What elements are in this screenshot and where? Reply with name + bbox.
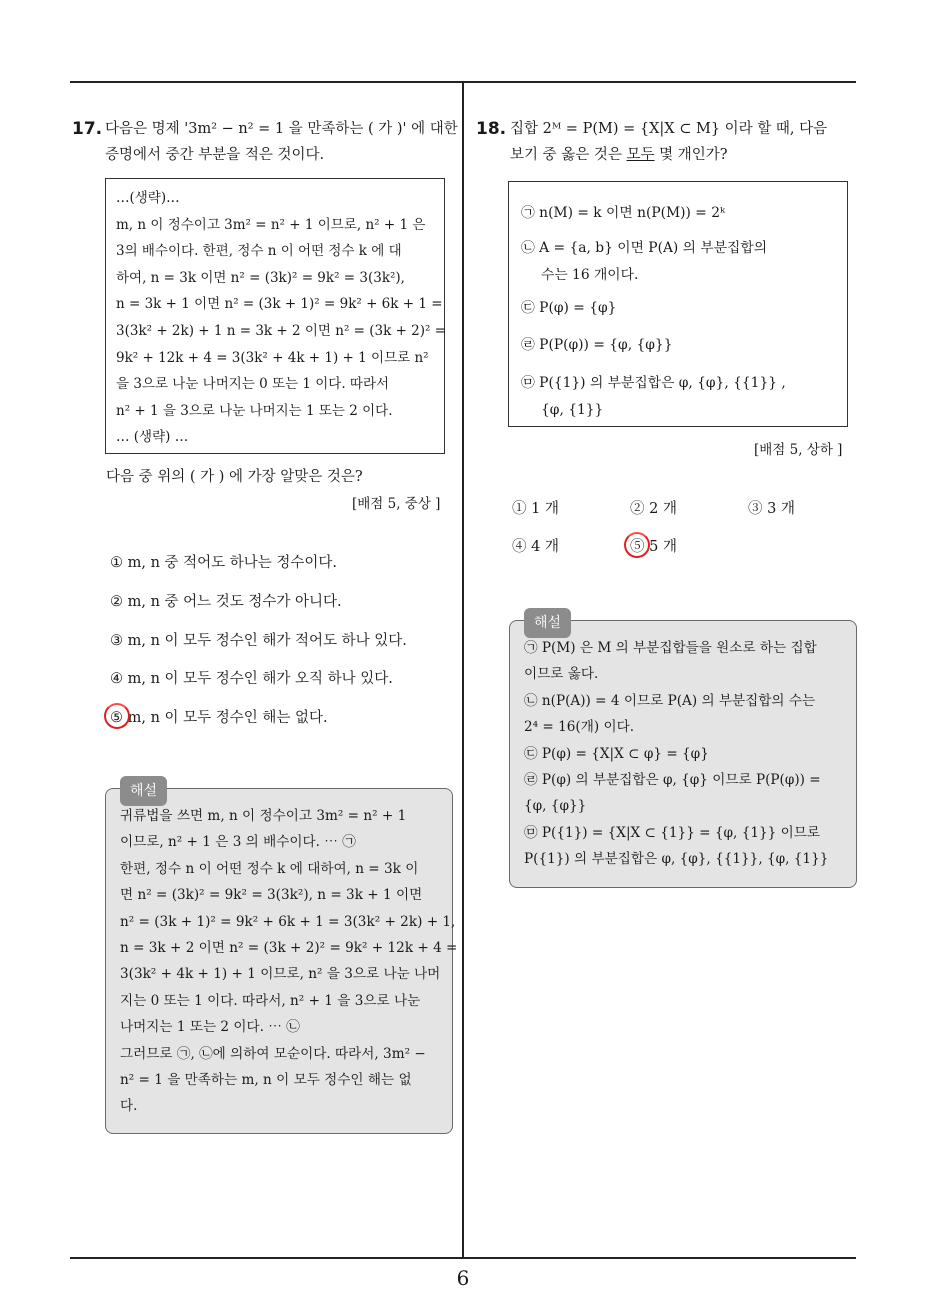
q17-solution-line: n² = (3k + 1)² = 9k² + 6k + 1 = 3(3k² + 2k) + 1, (120, 913, 456, 930)
q18-solution-line: 2⁴ = 16(개) 이다. (524, 719, 635, 736)
q18-stem-part-b: 몇 개인가? (654, 147, 728, 163)
q17-solution-line: 3(3k² + 4k + 1) + 1 이므로, n² 을 3으로 나눈 나머 (120, 966, 441, 983)
q18-stem-underlined: 모두 (626, 147, 655, 163)
q17-score: [배점 5, 중상 ] (352, 496, 441, 512)
q17-solution-line: n = 3k + 2 이면 n² = (3k + 2)² = 9k² + 12k + 4 = (120, 940, 458, 957)
q18-options-box (508, 181, 848, 427)
q18-choice-1[interactable]: ① 1 개 (512, 501, 559, 517)
bottom-rule (70, 1257, 856, 1259)
q18-stem-part-a: 보기 중 옳은 것은 (510, 147, 627, 163)
q17-solution-line: 다. (120, 1098, 138, 1115)
answer-circle-mark (104, 703, 130, 729)
q18-stem-line-2 (476, 142, 860, 168)
q18-solution-tab: 해설 (524, 608, 571, 638)
q18-option-b-cont: 수는 16 개이다. (541, 267, 639, 283)
q17-solution-line: 그러므로 ㉠, ㉡에 의하여 모순이다. 따라서, 3m² − (120, 1045, 426, 1062)
q18-option-c: ㉢ P(φ) = {φ} (521, 299, 617, 316)
q18-choice-3[interactable]: ③ 3 개 (748, 501, 795, 517)
q17-stem-line-1: 다음은 명제 '3m² − n² = 1 을 만족하는 ( 가 )' 에 대한 (105, 121, 458, 137)
q18-option-a: ㉠ n(M) = k 이면 n(P(M)) = 2ᵏ (521, 205, 726, 221)
column-divider (462, 81, 464, 1259)
q18-solution-line: 이므로 옳다. (524, 666, 599, 683)
q18-stem-line-1: 집합 2ᴹ = P(M) = {X|X ⊂ M} 이라 할 때, 다음 (510, 121, 828, 137)
q17-box-line: … (생략) … (116, 429, 189, 446)
q17-choice-5[interactable]: ⑤ m, n 이 모두 정수인 해는 없다. (110, 710, 328, 726)
q17-choice-4[interactable]: ④ m, n 이 모두 정수인 해가 오직 하나 있다. (110, 671, 393, 687)
q17-prompt: 다음 중 위의 ( 가 ) 에 가장 알맞은 것은? (106, 469, 363, 485)
q17-box-line: 3(3k² + 2k) + 1 n = 3k + 2 이면 n² = (3k + 2)² = (116, 322, 447, 339)
q17-box-line: 을 3으로 나눈 나머지는 0 또는 1 이다. 따라서 (116, 376, 390, 393)
q18-solution-line: P({1}) 의 부분집합은 φ, {φ}, {{1}}, {φ, {1}} (524, 851, 829, 868)
q18-solution-line: ㉣ P(φ) 의 부분집합은 φ, {φ} 이므로 P(P(φ)) = (524, 772, 821, 789)
q17-number: 17. (72, 119, 103, 139)
q17-solution-line: 한편, 정수 n 이 어떤 정수 k 에 대하여, n = 3k 이 (120, 860, 419, 877)
q18-stem (476, 116, 860, 168)
q18-solution-line: ㉠ P(M) 은 M 의 부분집합들을 원소로 하는 집합 (524, 640, 817, 656)
q17-proof-box (105, 178, 445, 454)
q17-box-line: m, n 이 정수이고 3m² = n² + 1 이므로, n² + 1 은 (116, 216, 426, 233)
q17-stem (72, 116, 458, 168)
q17-box-line: 3의 배수이다. 한편, 정수 n 이 어떤 정수 k 에 대 (116, 243, 402, 260)
q17-stem-line-2: 증명에서 중간 부분을 적은 것이다. (105, 147, 325, 163)
q17-box-line: 9k² + 12k + 4 = 3(3k² + 4k + 1) + 1 이므로 n² (116, 349, 429, 366)
q17-box-line: 하여, n = 3k 이면 n² = (3k)² = 9k² = 3(3k²), (116, 269, 405, 286)
q18-choice-5[interactable]: ⑤ 5 개 (630, 539, 677, 555)
q17-solution-line: 면 n² = (3k)² = 9k² = 3(3k²), n = 3k + 1 이면 (120, 887, 423, 904)
q18-solution-line: ㉡ n(P(A)) = 4 이므로 P(A) 의 부분집합의 수는 (524, 692, 816, 709)
q17-solution-line: n² = 1 을 만족하는 m, n 이 모두 정수인 해는 없 (120, 1072, 412, 1089)
q18-choice-2[interactable]: ② 2 개 (630, 501, 677, 517)
q18-solution-box (509, 615, 857, 888)
q18-option-e: ㉤ P({1}) 의 부분집합은 φ, {φ}, {{1}} , (521, 374, 786, 391)
q17-solution-tab: 해설 (120, 776, 167, 806)
page-number: 6 (456, 1266, 470, 1290)
q18-choice-4[interactable]: ④ 4 개 (512, 539, 559, 555)
q17-solution-line: 이므로, n² + 1 은 3 의 배수이다. ⋯ ㉠ (120, 834, 356, 851)
q18-number: 18. (476, 119, 507, 139)
q18-option-d: ㉣ P(P(φ)) = {φ, {φ}} (521, 337, 673, 353)
q17-box-line: n = 3k + 1 이면 n² = (3k + 1)² = 9k² + 6k + 1 = (116, 296, 443, 313)
q17-solution-box (105, 783, 458, 1134)
q18-option-e-cont: {φ, {1}} (541, 402, 604, 418)
q17-choice-3[interactable]: ③ m, n 이 모두 정수인 해가 적어도 하나 있다. (110, 633, 407, 649)
q17-solution-line: 귀류법을 쓰면 m, n 이 정수이고 3m² = n² + 1 (120, 808, 407, 824)
q18-score: [배점 5, 상하 ] (754, 442, 843, 458)
q17-box-line: …(생략)… (116, 190, 180, 206)
answer-circle-mark (624, 532, 650, 558)
q18-option-b: ㉡ A = {a, b} 이면 P(A) 의 부분집합의 (521, 239, 768, 256)
q18-solution-line: ㉢ P(φ) = {X|X ⊂ φ} = {φ} (524, 745, 709, 762)
q17-box-line: n² + 1 을 3으로 나눈 나머지는 1 또는 2 이다. (116, 402, 393, 419)
q17-choice-2[interactable]: ② m, n 중 어느 것도 정수가 아니다. (110, 594, 342, 610)
q18-solution-line: {φ, {φ}} (524, 798, 587, 815)
q17-solution-line: 지는 0 또는 1 이다. 따라서, n² + 1 을 3으로 나눈 (120, 992, 421, 1009)
q17-solution-line: 나머지는 1 또는 2 이다. ⋯ ㉡ (120, 1019, 300, 1036)
q18-solution-line: ㉤ P({1}) = {X|X ⊂ {1}} = {φ, {1}} 이므로 (524, 824, 821, 841)
q17-choice-1[interactable]: ① m, n 중 적어도 하나는 정수이다. (110, 555, 338, 571)
